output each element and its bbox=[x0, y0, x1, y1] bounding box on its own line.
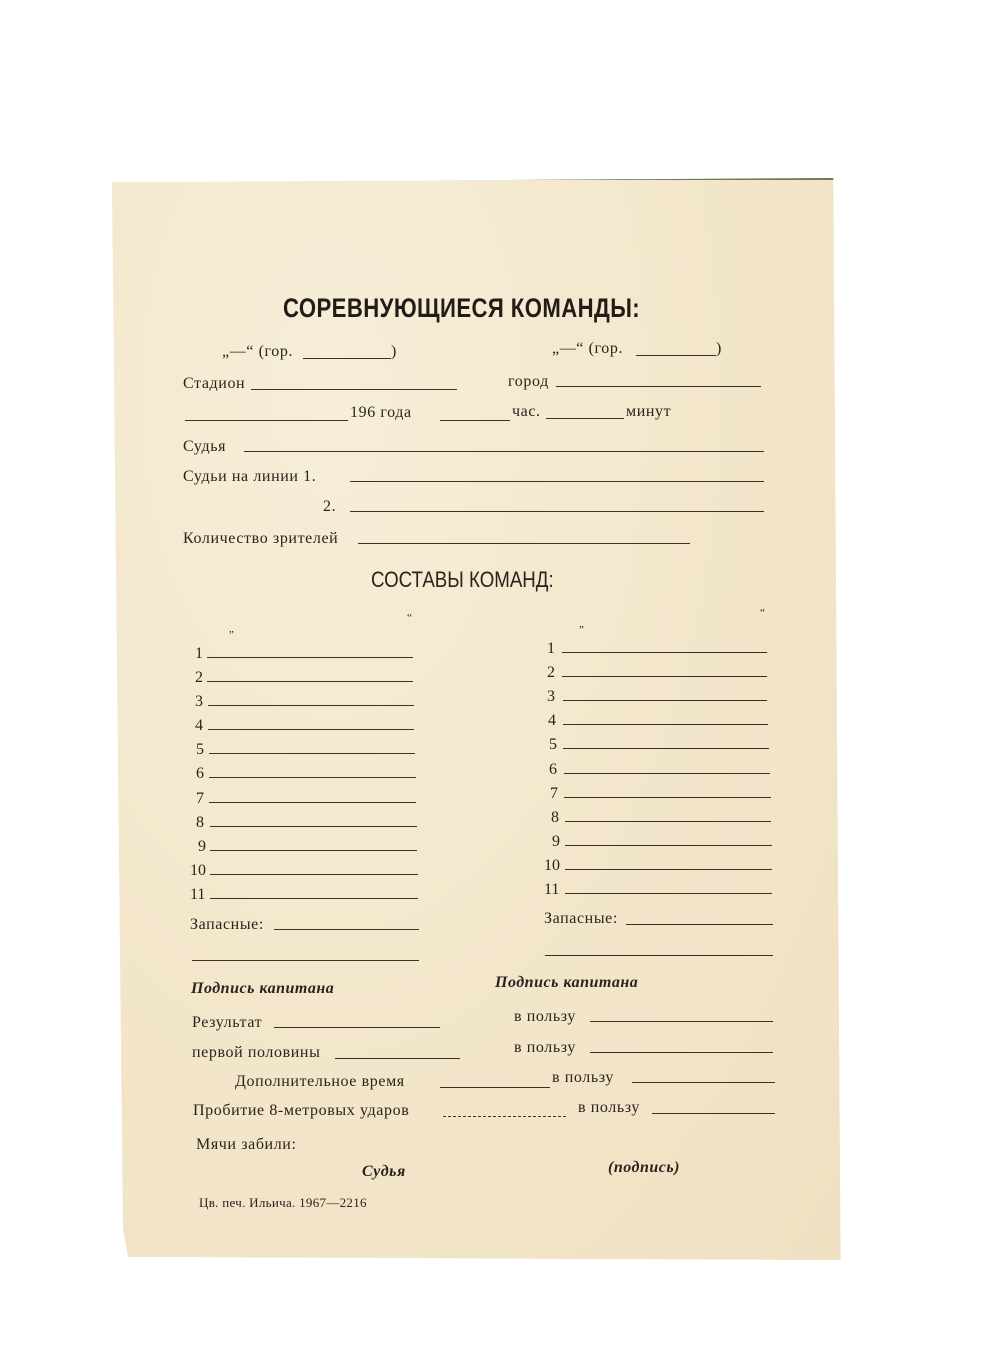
substitutes-field-left[interactable] bbox=[274, 929, 419, 930]
result-in-favor-label: в пользу bbox=[514, 1008, 576, 1025]
city-label: город bbox=[508, 373, 549, 390]
extra-time-in-favor-label: в пользу bbox=[552, 1069, 614, 1086]
player-field[interactable] bbox=[563, 700, 767, 701]
extra-time-in-favor-field[interactable] bbox=[632, 1082, 775, 1083]
first-half-field[interactable] bbox=[335, 1058, 460, 1059]
player-number: 9 bbox=[198, 838, 206, 855]
player-number: 9 bbox=[552, 833, 560, 850]
year-label: 196 года bbox=[350, 404, 412, 421]
player-field[interactable] bbox=[565, 893, 772, 894]
referee-label: Судья bbox=[183, 438, 227, 455]
substitutes-field-left-2[interactable] bbox=[192, 960, 419, 961]
hours-field[interactable] bbox=[440, 420, 510, 421]
player-number: 8 bbox=[551, 809, 559, 826]
player-number: 11 bbox=[190, 886, 206, 903]
player-field[interactable] bbox=[562, 676, 767, 677]
spectators-label: Количество зрителей bbox=[183, 530, 339, 547]
player-field[interactable] bbox=[565, 845, 772, 846]
team-2-close: ) bbox=[716, 340, 722, 357]
first-half-in-favor-field[interactable] bbox=[590, 1052, 773, 1053]
player-field[interactable] bbox=[209, 777, 416, 778]
substitutes-label-left: Запасные: bbox=[190, 916, 264, 933]
team-2-close-quote: “ bbox=[760, 607, 765, 619]
extra-time-label: Дополнительное время bbox=[235, 1073, 405, 1090]
team-1-close: ) bbox=[391, 343, 397, 360]
signature-label: (подпись) bbox=[608, 1159, 680, 1176]
team-2-city-field[interactable] bbox=[636, 355, 716, 356]
player-number: 2 bbox=[195, 669, 203, 686]
result-label: Результат bbox=[192, 1014, 263, 1031]
team-2-label: „—“ (гор. bbox=[552, 340, 624, 357]
team-1-city-field[interactable] bbox=[303, 358, 391, 359]
player-field[interactable] bbox=[565, 869, 772, 870]
minutes-label: минут bbox=[626, 403, 672, 420]
first-half-in-favor-label: в пользу bbox=[514, 1039, 576, 1056]
player-number: 6 bbox=[196, 765, 204, 782]
linesman-2-field[interactable] bbox=[350, 511, 764, 512]
player-number: 10 bbox=[190, 862, 206, 879]
player-field[interactable] bbox=[209, 802, 416, 803]
referee-sign-label: Судья bbox=[362, 1163, 406, 1180]
linesman-1-field[interactable] bbox=[350, 481, 764, 482]
lineups-title: СОСТАВЫ КОМАНД: bbox=[371, 567, 554, 592]
player-field[interactable] bbox=[208, 705, 414, 706]
player-field[interactable] bbox=[210, 874, 418, 875]
player-number: 8 bbox=[196, 814, 204, 831]
player-number: 3 bbox=[547, 688, 555, 705]
stadium-field[interactable] bbox=[251, 389, 457, 390]
player-number: 7 bbox=[550, 785, 558, 802]
player-field[interactable] bbox=[210, 826, 417, 827]
paper-sheet bbox=[112, 178, 842, 1260]
scorers-label: Мячи забили: bbox=[196, 1136, 297, 1153]
penalties-in-favor-label: в пользу bbox=[578, 1099, 640, 1116]
hours-label: час. bbox=[512, 403, 541, 420]
page-title: СОРЕВНУЮЩИЕСЯ КОМАНДЫ: bbox=[283, 293, 641, 323]
player-number: 11 bbox=[544, 881, 560, 898]
player-field[interactable] bbox=[563, 724, 768, 725]
city-field[interactable] bbox=[556, 386, 761, 387]
referee-field[interactable] bbox=[244, 451, 764, 452]
player-field[interactable] bbox=[562, 652, 767, 653]
penalties-field[interactable] bbox=[443, 1116, 566, 1117]
stadium-label: Стадион bbox=[183, 375, 246, 392]
result-in-favor-field[interactable] bbox=[590, 1021, 773, 1022]
linesmen-label: Судьи на линии 1. bbox=[183, 468, 317, 485]
linesman-2-label: 2. bbox=[323, 498, 337, 515]
first-half-label: первой половины bbox=[192, 1044, 321, 1061]
minutes-field[interactable] bbox=[546, 418, 624, 419]
player-field[interactable] bbox=[208, 729, 414, 730]
player-field[interactable] bbox=[563, 748, 769, 749]
player-number: 4 bbox=[195, 717, 203, 734]
team-2-open-quote: „ bbox=[579, 618, 584, 630]
penalties-in-favor-field[interactable] bbox=[652, 1113, 775, 1114]
player-number: 3 bbox=[195, 693, 203, 710]
player-field[interactable] bbox=[564, 773, 770, 774]
player-field[interactable] bbox=[565, 821, 771, 822]
spectators-field[interactable] bbox=[358, 543, 690, 544]
player-number: 5 bbox=[549, 736, 557, 753]
substitutes-field-right[interactable] bbox=[626, 924, 773, 925]
player-number: 10 bbox=[544, 857, 560, 874]
penalties-label: Пробитие 8-метровых ударов bbox=[193, 1102, 410, 1119]
player-number: 1 bbox=[195, 645, 203, 662]
player-number: 4 bbox=[548, 712, 556, 729]
player-field[interactable] bbox=[207, 681, 413, 682]
team-1-label: „—“ (гор. bbox=[222, 343, 294, 360]
printer-imprint: Цв. печ. Ильича. 1967—2216 bbox=[199, 1195, 367, 1210]
player-field[interactable] bbox=[210, 850, 417, 851]
team-1-open-quote: „ bbox=[229, 623, 234, 635]
captain-signature-right: Подпись капитана bbox=[495, 974, 639, 991]
team-1-close-quote: “ bbox=[407, 612, 412, 624]
player-field[interactable] bbox=[564, 797, 771, 798]
player-number: 5 bbox=[196, 741, 204, 758]
result-field[interactable] bbox=[274, 1027, 440, 1028]
substitutes-label-right: Запасные: bbox=[544, 910, 618, 927]
captain-signature-left: Подпись капитана bbox=[191, 980, 335, 997]
date-field[interactable] bbox=[185, 420, 348, 421]
player-field[interactable] bbox=[207, 657, 413, 658]
player-field[interactable] bbox=[210, 898, 418, 899]
substitutes-field-right-2[interactable] bbox=[545, 955, 773, 956]
extra-time-field[interactable] bbox=[440, 1087, 550, 1088]
player-number: 2 bbox=[547, 664, 555, 681]
player-field[interactable] bbox=[209, 753, 415, 754]
player-number: 1 bbox=[547, 640, 555, 657]
player-number: 6 bbox=[549, 761, 557, 778]
player-number: 7 bbox=[196, 790, 204, 807]
